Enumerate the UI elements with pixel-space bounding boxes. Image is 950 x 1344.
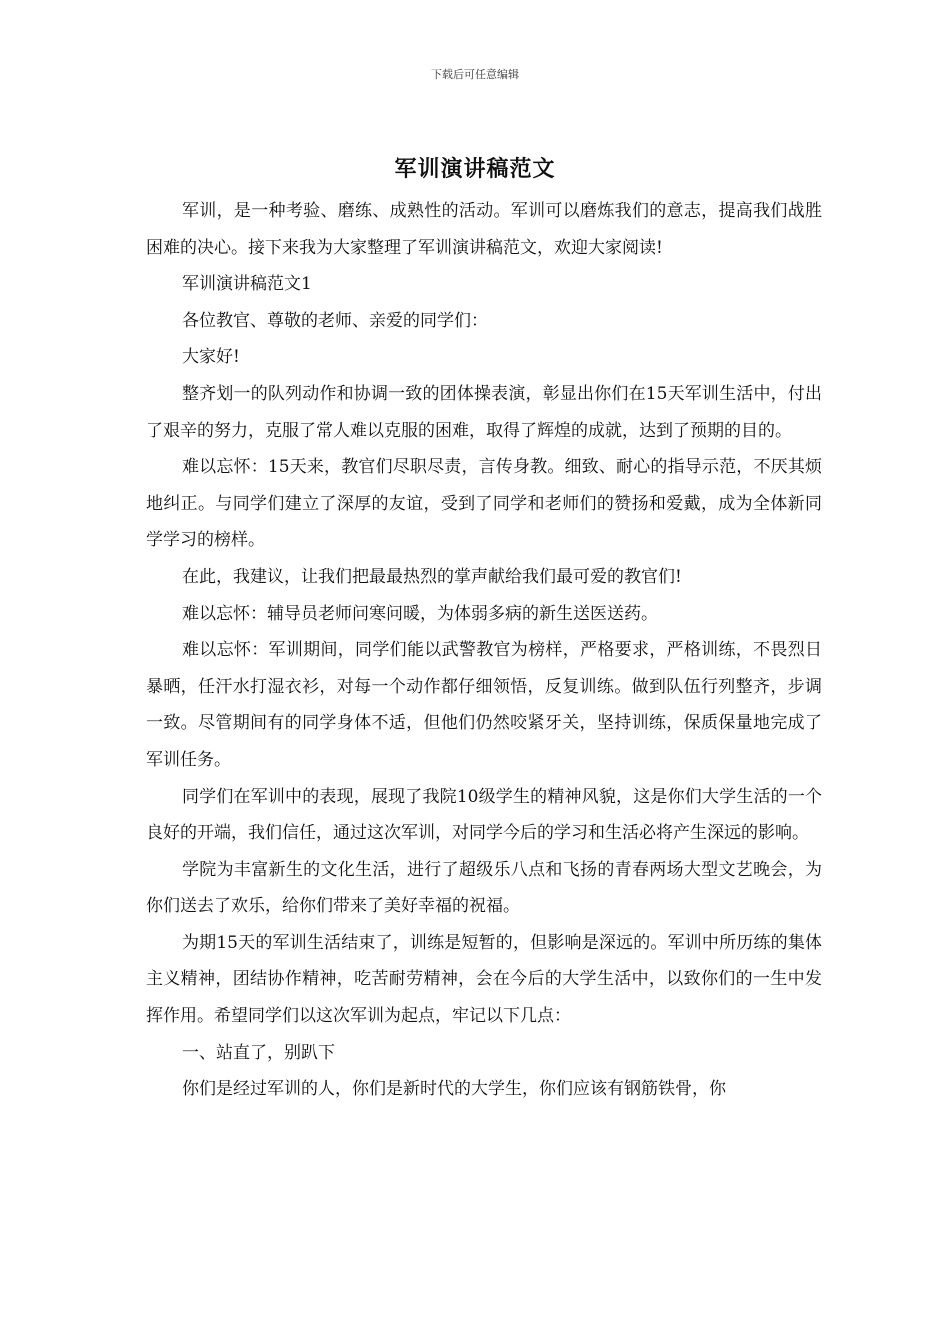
body-paragraph: 学院为丰富新生的文化生活，进行了超级乐八点和飞扬的青春两场大型文艺晚会，为你们送去了欢乐，给你们带来了美好幸福的祝福。 bbox=[146, 859, 822, 917]
salutation: 各位教官、尊敬的老师、亲爱的同学们： bbox=[182, 310, 488, 331]
header-note: 下载后可任意编辑 bbox=[431, 68, 519, 81]
body-paragraph: 难以忘怀：15天来，教官们尽职尽责，言传身教。细致、耐心的指导示范，不厌其烦地纠正。与同学们建立了深厚的友谊，受到了同学和老师们的赞扬和爱戴，成为全体新同学学习的榜样。 bbox=[146, 457, 822, 551]
body-paragraph: 在此，我建议，让我们把最最热烈的掌声献给我们最可爱的教官们! bbox=[182, 566, 682, 587]
body-paragraph: 难以忘怀：辅导员老师问寒问暖，为体弱多病的新生送医送药。 bbox=[182, 603, 658, 624]
body-paragraph: 难以忘怀：军训期间，同学们能以武警教官为榜样，严格要求，严格训练，不畏烈日暴晒，任汗水打湿衣衫，对每一个动作都仔细领悟，反复训练。做到队伍行列整齐，步调一致。尽管期间有的同学身体不适，但他们仍然咬紧牙关，坚持训练，保质保量地完成了军训任务。 bbox=[146, 640, 822, 770]
body-paragraph: 为期15天的军训生活结束了，训练是短暂的，但影响是深远的。军训中所历练的集体主义精神，团结协作精神，吃苦耐劳精神，会在今后的大学生活中，以致你们的一生中发挥作用。希望同学们以这次军训为起点，牢记以下几点： bbox=[146, 932, 822, 1027]
intro-paragraph: 军训，是一种考验、磨练、成熟性的活动。军训可以磨炼我们的意志，提高我们战胜困难的决心。接下来我为大家整理了军训演讲稿范文，欢迎大家阅读! bbox=[146, 201, 822, 258]
document-body bbox=[146, 193, 822, 1108]
body-paragraph: 你们是经过军训的人，你们是新时代的大学生，你们应该有钢筋铁骨，你 bbox=[182, 1079, 726, 1100]
body-paragraph: 同学们在军训中的表现，展现了我院10级学生的精神风貌，这是你们大学生活的一个良好的开端，我们信任，通过这次军训，对同学今后的学习和生活必将产生深远的影响。 bbox=[146, 786, 822, 844]
document-title: 军训演讲稿范文 bbox=[394, 156, 556, 182]
subheading: 一、站直了，别趴下 bbox=[182, 1042, 335, 1063]
body-paragraph: 整齐划一的队列动作和协调一致的团体操表演，彰显出你们在15天军训生活中，付出了艰辛的努力，克服了常人难以克服的困难，取得了辉煌的成就，达到了预期的目的。 bbox=[146, 383, 822, 441]
greeting: 大家好! bbox=[182, 347, 240, 368]
section-heading: 军训演讲稿范文1 bbox=[182, 274, 312, 295]
